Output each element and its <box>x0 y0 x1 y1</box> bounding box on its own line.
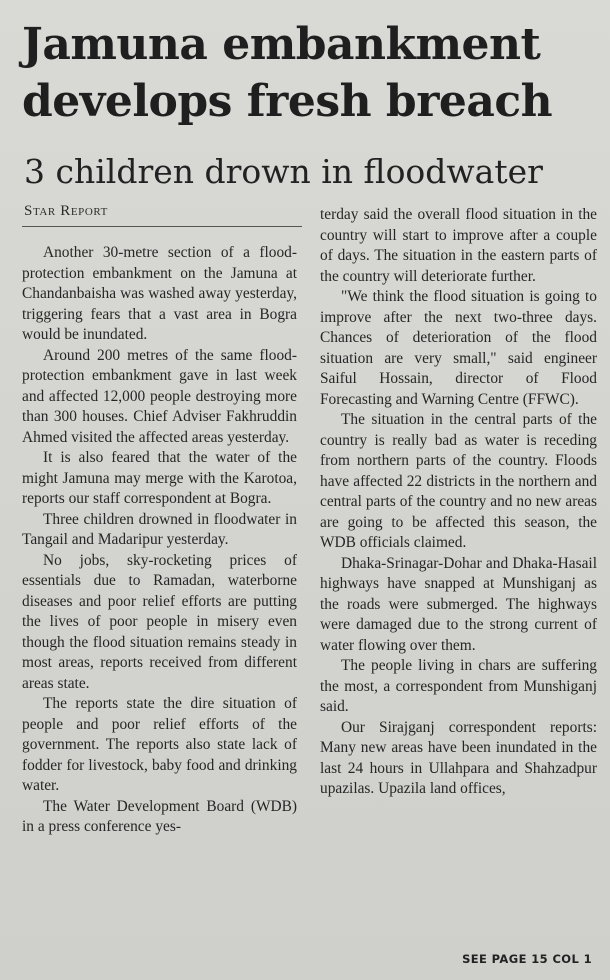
paragraph: Around 200 metres of the same flood-protection embankment gave in last week and affected 12,000 people destroying more than 300 houses. Chief Adviser Fakhruddin Ahmed visited the affected areas yesterday. <box>22 346 297 446</box>
headline-line-1: Jamuna embankment <box>22 19 541 70</box>
headline-line-2: develops fresh breach <box>22 76 553 127</box>
paragraph: It is also feared that the water of the might Jamuna may merge with the Karotoa, reports our staff correspondent at Bogra. <box>22 449 297 507</box>
paragraph: The reports state the dire situation of people and poor relief efforts of the government. The reports also state lack of fodder for livestock, baby food and drinking water. <box>22 695 297 794</box>
paragraph: Our Sirajganj correspondent reports: Many new areas have been inundated in the last 24 hours in Ullahpara and Shahzadpur upazilas. Upazila land offices, <box>320 718 597 797</box>
paragraph: "We think the flood situation is going to improve after the next two-three days. Chances of deterioration of the flood situation are very small," said engineer Saiful Hossain, director of Flood Forecasting and Warning Centre (FFWC). <box>320 288 597 408</box>
paragraph-continuation: terday said the overall flood situation in the country will start to improve after a couple of days. The situation in the eastern parts of the country will deteriorate further. <box>320 206 597 285</box>
paragraph: The Water Development Board (WDB) in a press conference yes- <box>22 797 297 835</box>
article-column-2 <box>320 205 597 800</box>
headline <box>22 16 602 130</box>
paragraph: Dhaka-Srinagar-Dohar and Dhaka-Hasail highways have snapped at Munshiganj as the roads were submerged. The highways were damaged due to the strong current of water flowing over them. <box>320 554 597 654</box>
paragraph: The people living in chars are suffering the most, a correspondent from Munshiganj said. <box>320 657 597 715</box>
byline: Star Report <box>24 203 108 219</box>
subheadline: 3 children drown in floodwater <box>24 152 543 191</box>
continued-on-page-link[interactable]: SEE PAGE 15 COL 1 <box>462 952 592 966</box>
paragraph: The situation in the central parts of the country is really bad as water is receding from northern parts of the country. Floods have affected 22 districts in the northern and central parts of the country and no new areas are going to be affected this season, the WDB officials claimed. <box>320 411 597 551</box>
paragraph: Another 30-metre section of a flood-protection embankment on the Jamuna at Chandanbaisha was washed away yesterday, triggering fears that a vast area in Bogra would be inundated. <box>22 244 297 343</box>
byline-rule <box>22 226 302 227</box>
paragraph: Three children drowned in floodwater in Tangail and Madaripur yesterday. <box>22 510 297 548</box>
paragraph: No jobs, sky-rocketing prices of essentials due to Ramadan, waterborne diseases and poor relief efforts are putting the lives of poor people in misery even though the flood situation remains steady in most areas, reports received from different areas state. <box>22 551 297 692</box>
article-column-1 <box>22 243 297 838</box>
